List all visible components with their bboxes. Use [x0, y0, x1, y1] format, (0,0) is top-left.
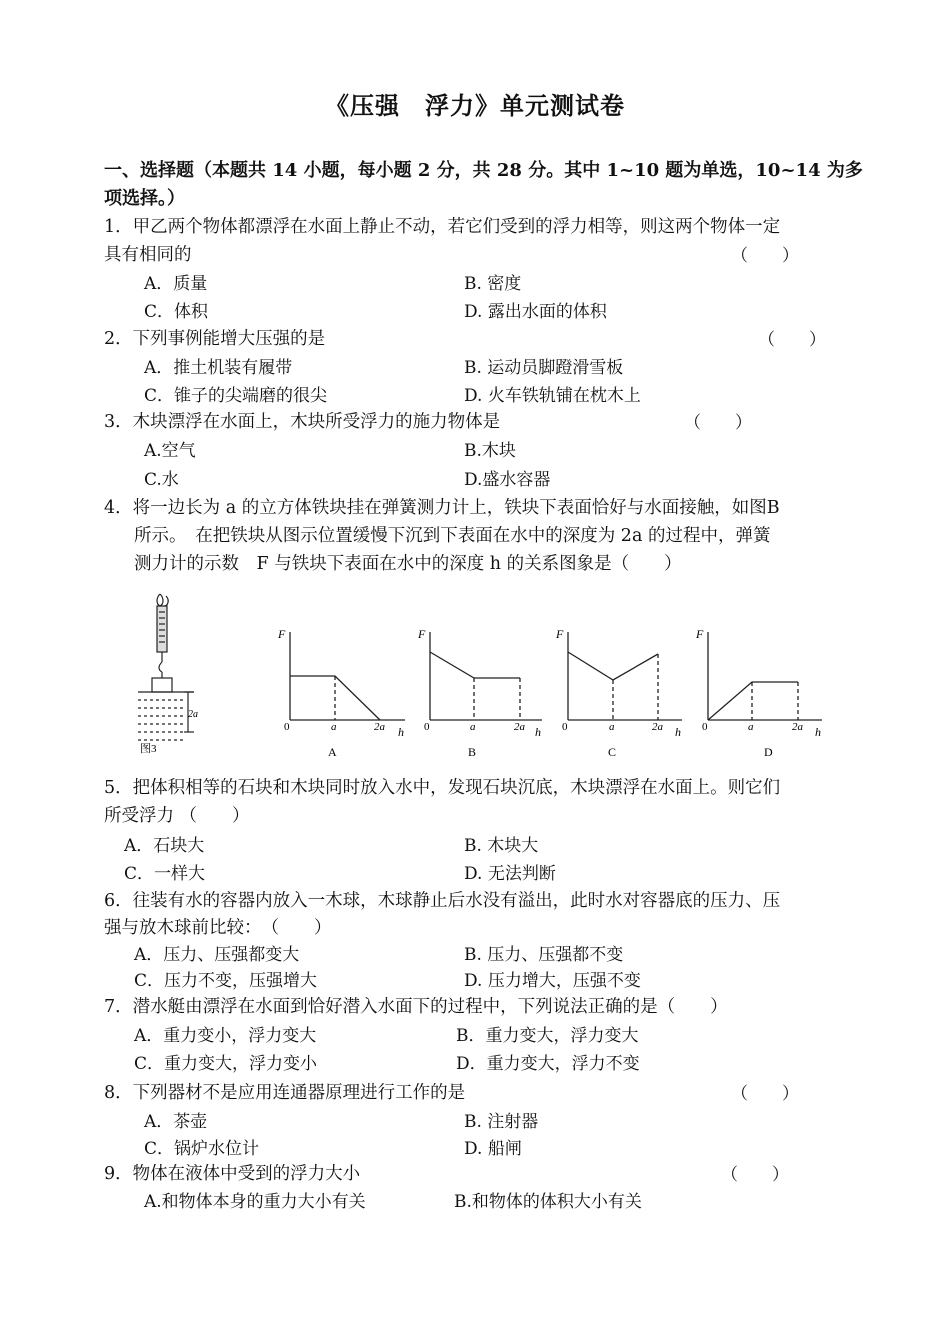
- q8-option-a: A．茶壶: [144, 1112, 208, 1132]
- graph-c-label: C: [608, 745, 617, 759]
- graph-a: [290, 632, 405, 720]
- q7-stem-line1: 7．潜水艇由漂浮在水面到恰好潜入水面下的过程中，下列说法正确的是（ ）: [104, 997, 728, 1017]
- q5-option-d: D. 无法判断: [464, 864, 556, 884]
- q9-option-a: A.和物体本身的重力大小有关: [144, 1192, 366, 1212]
- q2-option-c: C．锥子的尖端磨的很尖: [144, 386, 328, 406]
- q2-stem-line1: 2．下列事例能增大压强的是: [104, 329, 326, 349]
- graph-a-tick-2a: 2a: [374, 721, 385, 733]
- q6-option-d: D. 压力增大，压强不变: [464, 971, 641, 991]
- q5-stem-line1: 5．把体积相等的石块和木块同时放入水中，发现石块沉底，木块漂浮在水面上。则它们: [104, 778, 781, 798]
- graph-d-tick-a: a: [748, 721, 754, 733]
- q1-stem-line2: 具有相同的: [104, 245, 192, 265]
- graph-d-tick-2a: 2a: [792, 721, 803, 733]
- graph-d-axis-f: F: [696, 627, 704, 641]
- graph-b-tick-2a: 2a: [514, 721, 525, 733]
- q8-stem-line1: 8．下列器材不是应用连通器原理进行工作的是: [104, 1083, 466, 1103]
- q4-figure: [130, 590, 850, 770]
- q9-stem-line1: 9．物体在液体中受到的浮力大小: [104, 1164, 361, 1184]
- q5-option-c: C．一样大: [124, 864, 206, 884]
- q6-option-a: A．压力、压强都变大: [134, 945, 300, 965]
- graph-b-tick-a: a: [470, 721, 476, 733]
- q3-option-c: C.水: [144, 470, 179, 490]
- q6-stem-line1: 6．往装有水的容器内放入一木球，木球静止后水没有溢出，此时水对容器底的压力、压: [104, 891, 781, 911]
- figure-label: 图3: [140, 743, 157, 755]
- graph-b-label: B: [468, 745, 477, 759]
- q1-option-c: C．体积: [144, 302, 209, 322]
- q4-stem-line1: 4．将一边长为 a 的立方体铁块挂在弹簧测力计上，铁块下表面恰好与水面接触，如图B: [104, 498, 780, 518]
- q5-option-b: B. 木块大: [464, 836, 539, 856]
- q3-option-a: A.空气: [144, 441, 196, 461]
- graph-a-axis-f: F: [278, 627, 286, 641]
- graph-b-axis-f: F: [418, 627, 426, 641]
- q4-stem-line2: 所示。 在把铁块从图示位置缓慢下沉到下表面在水中的深度为 2a 的过程中，弹簧: [134, 526, 771, 546]
- graph-b-axis-h: h: [535, 725, 541, 739]
- graph-c-axis-h: h: [675, 725, 681, 739]
- graph-b-origin: 0: [424, 721, 430, 733]
- q1-stem-line1: 1．甲乙两个物体都漂浮在水面上静止不动，若它们受到的浮力相等，则这两个物体一定: [104, 217, 781, 237]
- q8-option-c: C．锅炉水位计: [144, 1139, 260, 1159]
- q7-option-d: D．重力变大，浮力不变: [456, 1054, 640, 1074]
- q1-option-d: D. 露出水面的体积: [464, 302, 607, 322]
- q3-option-d: D.盛水容器: [464, 470, 551, 490]
- section-heading-line1: 一、选择题（本题共 14 小题，每小题 2 分，共 28 分。其中 1~10 题为单选，10~14 为多: [104, 160, 863, 181]
- q9-option-b: B.和物体的体积大小有关: [454, 1192, 642, 1212]
- q3-option-b: B.木块: [464, 441, 516, 461]
- q6-option-b: B. 压力、压强都不变: [464, 945, 624, 965]
- q8-answer-blank: （ ）: [731, 1084, 799, 1104]
- graph-d-label: D: [764, 745, 773, 759]
- graph-c-origin: 0: [562, 721, 568, 733]
- q5-stem-line2: 所受浮力 （ ）: [104, 806, 250, 826]
- page-title: 《压强 浮力》单元测试卷: [325, 91, 625, 120]
- q6-option-c: C．压力不变，压强增大: [134, 971, 318, 991]
- q2-option-d: D. 火车铁轨铺在枕木上: [464, 386, 641, 406]
- q7-option-a: A．重力变小，浮力变大: [134, 1026, 317, 1046]
- graph-a-tick-a: a: [331, 721, 337, 733]
- q2-option-b: B. 运动员脚蹬滑雪板: [464, 358, 624, 378]
- graph-c-tick-a: a: [609, 721, 615, 733]
- q7-option-b: B．重力变大，浮力变大: [456, 1026, 639, 1046]
- graph-a-label: A: [328, 745, 337, 759]
- q2-answer-blank: （ ）: [758, 330, 826, 350]
- depth-label: 2a: [188, 709, 198, 720]
- graph-c: [568, 632, 682, 720]
- q2-option-a: A．推土机装有履带: [144, 358, 293, 378]
- q8-option-b: B. 注射器: [464, 1112, 539, 1132]
- q1-option-b: B. 密度: [464, 274, 522, 294]
- graph-a-axis-h: h: [398, 725, 404, 739]
- q1-option-a: A．质量: [144, 274, 208, 294]
- q4-stem-line3: 测力计的示数 F 与铁块下表面在水中的深度 h 的关系图象是（ ）: [134, 554, 682, 574]
- graph-b: [430, 632, 542, 720]
- q3-stem-line1: 3．木块漂浮在水面上，木块所受浮力的施力物体是: [104, 412, 501, 432]
- q8-option-d: D. 船闸: [464, 1139, 522, 1159]
- q1-answer-blank: （ ）: [731, 246, 799, 266]
- q9-answer-blank: （ ）: [721, 1165, 789, 1185]
- graph-a-origin: 0: [284, 721, 290, 733]
- graph-d-axis-h: h: [815, 725, 821, 739]
- q3-answer-blank: （ ）: [684, 413, 752, 433]
- q5-option-a: A．石块大: [124, 836, 205, 856]
- graph-c-axis-f: F: [556, 627, 564, 641]
- section-heading-line2: 项选择。）: [104, 188, 185, 209]
- q6-stem-line2: 强与放木球前比较： （ ）: [104, 918, 332, 938]
- spring-scale-diagram: [138, 594, 194, 740]
- graph-d-origin: 0: [702, 721, 708, 733]
- graph-c-tick-2a: 2a: [652, 721, 663, 733]
- graph-d: [708, 632, 822, 720]
- q7-option-c: C．重力变大，浮力变小: [134, 1054, 318, 1074]
